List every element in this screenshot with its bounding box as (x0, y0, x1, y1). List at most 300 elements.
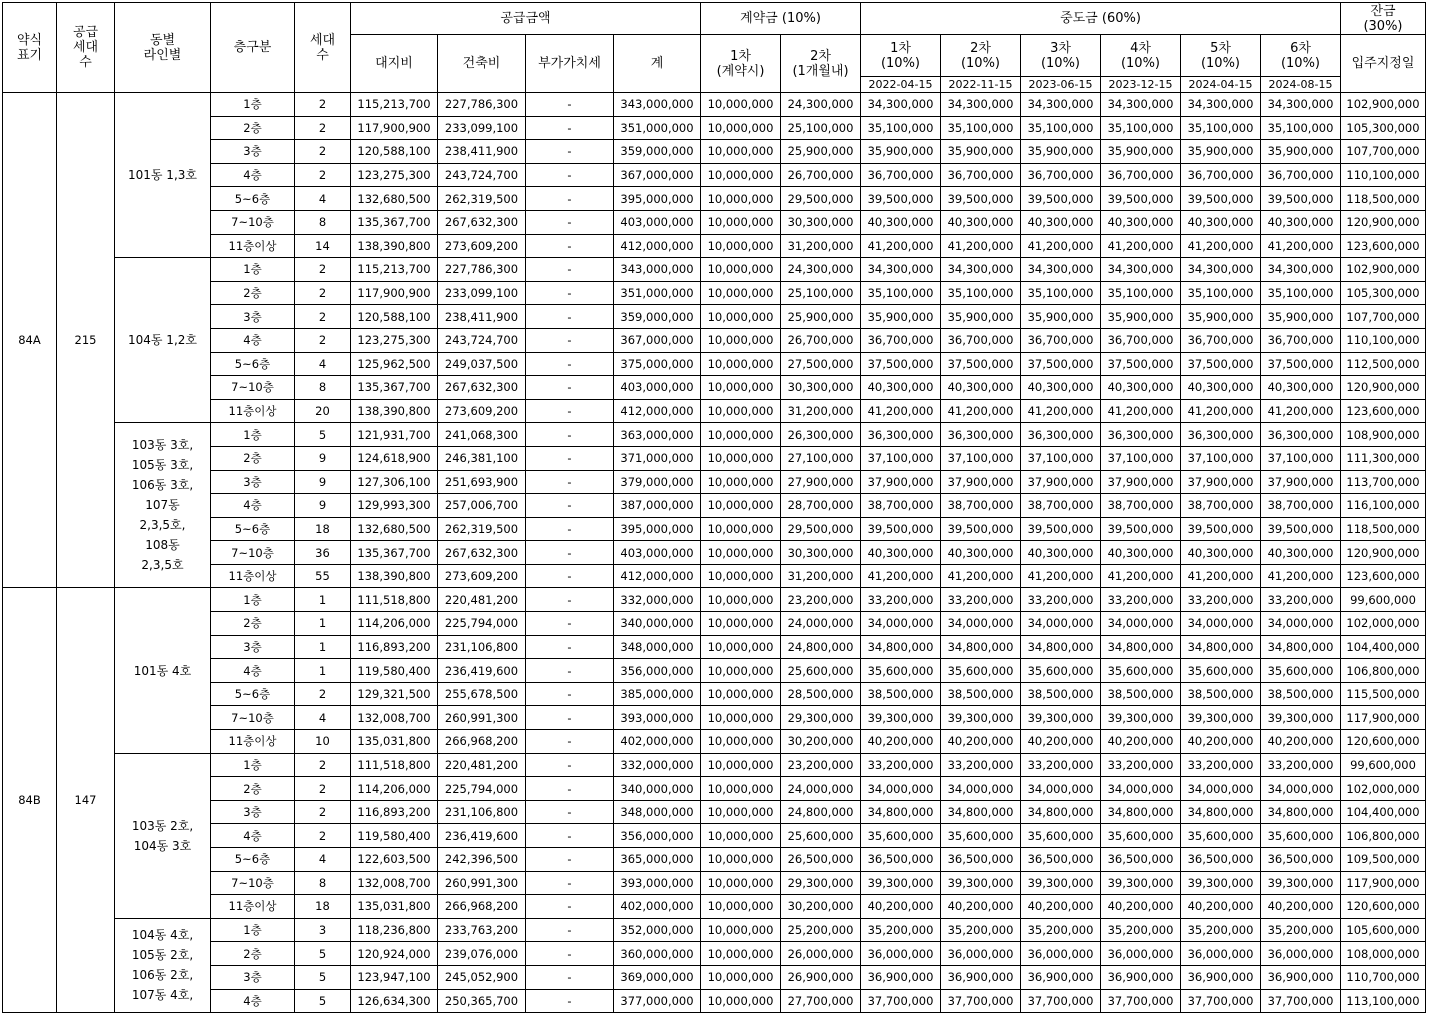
cell-building-cost: 273,609,200 (438, 564, 526, 588)
cell-floor: 5~6층 (211, 517, 295, 541)
header-interim-4: 4차 (10%) (1101, 35, 1181, 77)
cell-land-cost: 132,008,700 (351, 871, 438, 895)
cell-interim-4: 39,300,000 (1101, 706, 1181, 730)
cell-interim-6: 34,800,000 (1261, 800, 1341, 824)
cell-building-cost: 227,786,300 (438, 258, 526, 282)
cell-interim-4: 34,000,000 (1101, 612, 1181, 636)
header-interim-date-2: 2022-11-15 (941, 77, 1021, 93)
cell-building-cost: 273,609,200 (438, 399, 526, 423)
table-row (3, 848, 1426, 872)
cell-balance: 120,900,000 (1341, 210, 1426, 234)
cell-interim-1: 36,700,000 (861, 163, 941, 187)
table-row (3, 682, 1426, 706)
cell-total: 403,000,000 (614, 376, 701, 400)
cell-land-cost: 120,588,100 (351, 140, 438, 164)
cell-deposit-2: 26,000,000 (781, 942, 861, 966)
cell-interim-4: 36,000,000 (1101, 942, 1181, 966)
cell-deposit-1: 10,000,000 (701, 753, 781, 777)
cell-total: 367,000,000 (614, 163, 701, 187)
cell-deposit-2: 27,700,000 (781, 989, 861, 1013)
cell-balance: 113,100,000 (1341, 989, 1426, 1013)
cell-floor: 11층이상 (211, 234, 295, 258)
cell-interim-3: 34,300,000 (1021, 93, 1101, 117)
cell-floor: 3층 (211, 635, 295, 659)
cell-units: 1 (295, 659, 351, 683)
cell-land-cost: 138,390,800 (351, 399, 438, 423)
cell-units: 2 (295, 93, 351, 117)
cell-interim-2: 40,200,000 (941, 730, 1021, 754)
table-row (3, 824, 1426, 848)
cell-interim-5: 34,000,000 (1181, 777, 1261, 801)
building-line-label: 101동 4호 (115, 588, 211, 753)
cell-balance: 110,100,000 (1341, 328, 1426, 352)
cell-floor: 7~10층 (211, 541, 295, 565)
cell-building-cost: 243,724,700 (438, 328, 526, 352)
cell-balance: 113,700,000 (1341, 470, 1426, 494)
header-deposit-1: 1차 (계약시) (701, 35, 781, 93)
cell-interim-5: 38,700,000 (1181, 494, 1261, 518)
building-line-label: 104동 4호, 105동 2호, 106동 2호, 107동 4호, (115, 918, 211, 1012)
cell-interim-6: 40,300,000 (1261, 376, 1341, 400)
cell-vat: - (526, 871, 614, 895)
cell-deposit-1: 10,000,000 (701, 399, 781, 423)
cell-deposit-2: 27,900,000 (781, 470, 861, 494)
cell-building-cost: 225,794,000 (438, 612, 526, 636)
cell-interim-6: 33,200,000 (1261, 753, 1341, 777)
cell-interim-5: 35,900,000 (1181, 140, 1261, 164)
cell-interim-2: 34,000,000 (941, 612, 1021, 636)
cell-total: 403,000,000 (614, 210, 701, 234)
cell-interim-5: 41,200,000 (1181, 399, 1261, 423)
cell-interim-4: 40,200,000 (1101, 895, 1181, 919)
table-row (3, 399, 1426, 423)
supply-units: 147 (57, 588, 115, 1013)
cell-interim-4: 40,300,000 (1101, 210, 1181, 234)
cell-interim-5: 40,200,000 (1181, 895, 1261, 919)
cell-land-cost: 119,580,400 (351, 824, 438, 848)
cell-total: 402,000,000 (614, 895, 701, 919)
cell-floor: 1층 (211, 258, 295, 282)
table-row (3, 210, 1426, 234)
cell-interim-3: 34,800,000 (1021, 635, 1101, 659)
cell-interim-4: 39,500,000 (1101, 187, 1181, 211)
supply-units: 215 (57, 93, 115, 588)
header-balance: 잔금 (30%) (1341, 3, 1426, 35)
cell-floor: 11층이상 (211, 399, 295, 423)
cell-interim-6: 35,900,000 (1261, 140, 1341, 164)
cell-interim-5: 34,300,000 (1181, 93, 1261, 117)
cell-interim-1: 37,500,000 (861, 352, 941, 376)
cell-vat: - (526, 777, 614, 801)
cell-vat: - (526, 989, 614, 1013)
cell-interim-5: 36,900,000 (1181, 965, 1261, 989)
cell-units: 2 (295, 682, 351, 706)
header-interim-1: 1차 (10%) (861, 35, 941, 77)
cell-interim-4: 33,200,000 (1101, 753, 1181, 777)
cell-interim-5: 35,600,000 (1181, 659, 1261, 683)
cell-interim-2: 33,200,000 (941, 753, 1021, 777)
table-row (3, 494, 1426, 518)
header-supply-units: 공급 세대 수 (57, 3, 115, 93)
header-supply-amount: 공급금액 (351, 3, 701, 35)
cell-interim-2: 33,200,000 (941, 588, 1021, 612)
cell-interim-6: 41,200,000 (1261, 399, 1341, 423)
cell-building-cost: 239,076,000 (438, 942, 526, 966)
cell-interim-1: 35,600,000 (861, 824, 941, 848)
cell-deposit-2: 30,200,000 (781, 895, 861, 919)
cell-interim-2: 40,300,000 (941, 210, 1021, 234)
cell-building-cost: 243,724,700 (438, 163, 526, 187)
cell-interim-6: 35,600,000 (1261, 659, 1341, 683)
cell-interim-6: 35,200,000 (1261, 918, 1341, 942)
cell-interim-3: 40,200,000 (1021, 730, 1101, 754)
cell-total: 359,000,000 (614, 140, 701, 164)
cell-land-cost: 119,580,400 (351, 659, 438, 683)
cell-interim-1: 36,300,000 (861, 423, 941, 447)
cell-building-cost: 233,099,100 (438, 116, 526, 140)
cell-vat: - (526, 612, 614, 636)
cell-interim-3: 34,000,000 (1021, 777, 1101, 801)
cell-floor: 3층 (211, 305, 295, 329)
cell-interim-4: 40,300,000 (1101, 541, 1181, 565)
cell-total: 393,000,000 (614, 706, 701, 730)
cell-total: 387,000,000 (614, 494, 701, 518)
table-row (3, 800, 1426, 824)
cell-interim-3: 33,200,000 (1021, 753, 1101, 777)
cell-total: 332,000,000 (614, 588, 701, 612)
cell-total: 385,000,000 (614, 682, 701, 706)
cell-interim-1: 40,300,000 (861, 376, 941, 400)
cell-land-cost: 127,306,100 (351, 470, 438, 494)
cell-floor: 1층 (211, 93, 295, 117)
cell-interim-2: 40,200,000 (941, 895, 1021, 919)
cell-interim-4: 35,200,000 (1101, 918, 1181, 942)
cell-interim-4: 35,100,000 (1101, 116, 1181, 140)
cell-interim-4: 37,900,000 (1101, 470, 1181, 494)
building-line-label: 103동 2호, 104동 3호 (115, 753, 211, 918)
cell-total: 352,000,000 (614, 918, 701, 942)
cell-interim-4: 34,300,000 (1101, 93, 1181, 117)
cell-balance: 102,900,000 (1341, 258, 1426, 282)
cell-deposit-1: 10,000,000 (701, 210, 781, 234)
cell-interim-6: 37,100,000 (1261, 446, 1341, 470)
cell-balance: 118,500,000 (1341, 517, 1426, 541)
cell-interim-4: 34,800,000 (1101, 800, 1181, 824)
cell-vat: - (526, 753, 614, 777)
table-row (3, 116, 1426, 140)
cell-units: 2 (295, 116, 351, 140)
cell-interim-5: 34,300,000 (1181, 258, 1261, 282)
cell-total: 363,000,000 (614, 423, 701, 447)
cell-interim-2: 39,300,000 (941, 706, 1021, 730)
cell-interim-4: 34,000,000 (1101, 777, 1181, 801)
cell-vat: - (526, 942, 614, 966)
cell-total: 348,000,000 (614, 800, 701, 824)
cell-interim-6: 35,900,000 (1261, 305, 1341, 329)
table-row (3, 423, 1426, 447)
table-row (3, 163, 1426, 187)
cell-interim-5: 36,300,000 (1181, 423, 1261, 447)
cell-total: 343,000,000 (614, 258, 701, 282)
cell-building-cost: 236,419,600 (438, 659, 526, 683)
cell-units: 2 (295, 800, 351, 824)
cell-balance: 109,500,000 (1341, 848, 1426, 872)
cell-interim-4: 37,700,000 (1101, 989, 1181, 1013)
cell-building-cost: 267,632,300 (438, 376, 526, 400)
cell-deposit-1: 10,000,000 (701, 848, 781, 872)
cell-land-cost: 129,993,300 (351, 494, 438, 518)
cell-deposit-2: 31,200,000 (781, 399, 861, 423)
cell-units: 2 (295, 777, 351, 801)
cell-interim-1: 36,500,000 (861, 848, 941, 872)
cell-interim-4: 41,200,000 (1101, 564, 1181, 588)
cell-interim-3: 36,900,000 (1021, 965, 1101, 989)
cell-building-cost: 233,099,100 (438, 281, 526, 305)
cell-interim-6: 40,300,000 (1261, 541, 1341, 565)
cell-land-cost: 135,031,800 (351, 895, 438, 919)
cell-interim-2: 39,300,000 (941, 871, 1021, 895)
table-row (3, 965, 1426, 989)
cell-deposit-1: 10,000,000 (701, 423, 781, 447)
cell-interim-2: 34,300,000 (941, 258, 1021, 282)
cell-total: 395,000,000 (614, 187, 701, 211)
cell-floor: 7~10층 (211, 706, 295, 730)
cell-building-cost: 250,365,700 (438, 989, 526, 1013)
cell-balance: 99,600,000 (1341, 588, 1426, 612)
cell-interim-5: 37,500,000 (1181, 352, 1261, 376)
cell-balance: 108,000,000 (1341, 942, 1426, 966)
table-row (3, 871, 1426, 895)
cell-interim-3: 39,300,000 (1021, 871, 1101, 895)
cell-interim-5: 41,200,000 (1181, 234, 1261, 258)
cell-building-cost: 236,419,600 (438, 824, 526, 848)
cell-interim-6: 36,500,000 (1261, 848, 1341, 872)
cell-units: 5 (295, 965, 351, 989)
cell-floor: 2층 (211, 116, 295, 140)
cell-units: 55 (295, 564, 351, 588)
cell-total: 403,000,000 (614, 541, 701, 565)
cell-land-cost: 125,962,500 (351, 352, 438, 376)
cell-interim-2: 34,800,000 (941, 635, 1021, 659)
cell-interim-2: 37,900,000 (941, 470, 1021, 494)
cell-deposit-1: 10,000,000 (701, 895, 781, 919)
header-vat: 부가가치세 (526, 35, 614, 93)
cell-interim-2: 34,000,000 (941, 777, 1021, 801)
cell-interim-6: 35,600,000 (1261, 824, 1341, 848)
cell-vat: - (526, 399, 614, 423)
header-balance-sub: 입주지정일 (1341, 35, 1426, 93)
table-row (3, 470, 1426, 494)
cell-interim-2: 37,700,000 (941, 989, 1021, 1013)
cell-deposit-2: 27,100,000 (781, 446, 861, 470)
cell-interim-4: 35,600,000 (1101, 659, 1181, 683)
cell-interim-1: 37,100,000 (861, 446, 941, 470)
cell-interim-3: 36,000,000 (1021, 942, 1101, 966)
cell-interim-2: 36,000,000 (941, 942, 1021, 966)
cell-interim-2: 41,200,000 (941, 399, 1021, 423)
cell-interim-2: 35,900,000 (941, 305, 1021, 329)
cell-interim-5: 35,100,000 (1181, 116, 1261, 140)
cell-vat: - (526, 730, 614, 754)
cell-building-cost: 260,991,300 (438, 706, 526, 730)
header-units: 세대 수 (295, 3, 351, 93)
cell-units: 5 (295, 942, 351, 966)
cell-balance: 102,000,000 (1341, 777, 1426, 801)
cell-interim-2: 41,200,000 (941, 234, 1021, 258)
cell-interim-6: 37,500,000 (1261, 352, 1341, 376)
cell-land-cost: 123,947,100 (351, 965, 438, 989)
cell-floor: 2층 (211, 612, 295, 636)
cell-deposit-2: 24,800,000 (781, 635, 861, 659)
cell-total: 332,000,000 (614, 753, 701, 777)
cell-deposit-2: 24,300,000 (781, 258, 861, 282)
cell-interim-6: 38,500,000 (1261, 682, 1341, 706)
cell-balance: 111,300,000 (1341, 446, 1426, 470)
cell-land-cost: 135,367,700 (351, 376, 438, 400)
cell-interim-5: 36,700,000 (1181, 328, 1261, 352)
cell-balance: 105,300,000 (1341, 281, 1426, 305)
cell-balance: 108,900,000 (1341, 423, 1426, 447)
cell-interim-5: 35,600,000 (1181, 824, 1261, 848)
cell-total: 348,000,000 (614, 635, 701, 659)
cell-vat: - (526, 588, 614, 612)
cell-vat: - (526, 895, 614, 919)
cell-balance: 106,800,000 (1341, 824, 1426, 848)
cell-interim-3: 35,900,000 (1021, 305, 1101, 329)
table-row (3, 635, 1426, 659)
cell-deposit-2: 30,300,000 (781, 210, 861, 234)
cell-interim-4: 35,900,000 (1101, 305, 1181, 329)
cell-interim-3: 33,200,000 (1021, 588, 1101, 612)
cell-deposit-1: 10,000,000 (701, 730, 781, 754)
header-land: 대지비 (351, 35, 438, 93)
cell-interim-4: 34,300,000 (1101, 258, 1181, 282)
cell-building-cost: 262,319,500 (438, 187, 526, 211)
table-row (3, 517, 1426, 541)
cell-vat: - (526, 234, 614, 258)
cell-deposit-1: 10,000,000 (701, 588, 781, 612)
table-row (3, 93, 1426, 117)
cell-balance: 120,900,000 (1341, 376, 1426, 400)
cell-vat: - (526, 470, 614, 494)
cell-interim-3: 39,300,000 (1021, 706, 1101, 730)
cell-balance: 120,900,000 (1341, 541, 1426, 565)
cell-interim-4: 39,300,000 (1101, 871, 1181, 895)
cell-interim-3: 38,500,000 (1021, 682, 1101, 706)
table-row (3, 564, 1426, 588)
cell-interim-1: 37,900,000 (861, 470, 941, 494)
table-header (3, 3, 1426, 93)
cell-land-cost: 138,390,800 (351, 234, 438, 258)
cell-land-cost: 135,367,700 (351, 210, 438, 234)
cell-interim-1: 39,500,000 (861, 187, 941, 211)
cell-interim-1: 40,200,000 (861, 730, 941, 754)
cell-interim-3: 36,700,000 (1021, 328, 1101, 352)
cell-balance: 120,600,000 (1341, 895, 1426, 919)
cell-interim-2: 36,500,000 (941, 848, 1021, 872)
cell-interim-2: 35,600,000 (941, 824, 1021, 848)
cell-land-cost: 118,236,800 (351, 918, 438, 942)
cell-interim-4: 36,700,000 (1101, 328, 1181, 352)
cell-floor: 2층 (211, 281, 295, 305)
cell-building-cost: 267,632,300 (438, 541, 526, 565)
cell-interim-1: 40,300,000 (861, 210, 941, 234)
cell-interim-2: 40,300,000 (941, 376, 1021, 400)
cell-interim-2: 36,700,000 (941, 163, 1021, 187)
cell-deposit-1: 10,000,000 (701, 541, 781, 565)
cell-interim-2: 36,700,000 (941, 328, 1021, 352)
cell-floor: 1층 (211, 588, 295, 612)
cell-interim-2: 38,700,000 (941, 494, 1021, 518)
cell-interim-3: 41,200,000 (1021, 399, 1101, 423)
cell-interim-6: 39,300,000 (1261, 706, 1341, 730)
cell-interim-3: 35,900,000 (1021, 140, 1101, 164)
cell-deposit-1: 10,000,000 (701, 777, 781, 801)
cell-deposit-2: 24,000,000 (781, 612, 861, 636)
cell-interim-1: 33,200,000 (861, 588, 941, 612)
cell-building-cost: 225,794,000 (438, 777, 526, 801)
cell-interim-3: 40,300,000 (1021, 210, 1101, 234)
cell-floor: 4층 (211, 163, 295, 187)
cell-floor: 3층 (211, 470, 295, 494)
cell-interim-6: 34,000,000 (1261, 612, 1341, 636)
cell-vat: - (526, 187, 614, 211)
cell-vat: - (526, 706, 614, 730)
table-row (3, 541, 1426, 565)
cell-land-cost: 116,893,200 (351, 800, 438, 824)
cell-total: 412,000,000 (614, 399, 701, 423)
cell-interim-5: 35,900,000 (1181, 305, 1261, 329)
cell-interim-5: 35,200,000 (1181, 918, 1261, 942)
cell-total: 412,000,000 (614, 234, 701, 258)
cell-interim-4: 39,500,000 (1101, 517, 1181, 541)
cell-building-cost: 266,968,200 (438, 730, 526, 754)
table-row (3, 730, 1426, 754)
cell-land-cost: 126,634,300 (351, 989, 438, 1013)
cell-floor: 3층 (211, 140, 295, 164)
cell-interim-2: 35,100,000 (941, 116, 1021, 140)
cell-interim-3: 34,800,000 (1021, 800, 1101, 824)
cell-interim-1: 39,300,000 (861, 871, 941, 895)
cell-interim-2: 40,300,000 (941, 541, 1021, 565)
cell-floor: 11층이상 (211, 730, 295, 754)
table-row (3, 281, 1426, 305)
cell-balance: 104,400,000 (1341, 800, 1426, 824)
cell-building-cost: 255,678,500 (438, 682, 526, 706)
cell-floor: 4층 (211, 989, 295, 1013)
cell-interim-1: 41,200,000 (861, 399, 941, 423)
cell-land-cost: 117,900,900 (351, 116, 438, 140)
cell-land-cost: 111,518,800 (351, 753, 438, 777)
cell-interim-1: 34,000,000 (861, 777, 941, 801)
unit-type: 84B (3, 588, 57, 1013)
cell-interim-3: 35,600,000 (1021, 659, 1101, 683)
cell-interim-5: 36,500,000 (1181, 848, 1261, 872)
cell-floor: 2층 (211, 777, 295, 801)
cell-total: 395,000,000 (614, 517, 701, 541)
table-row (3, 305, 1426, 329)
cell-vat: - (526, 376, 614, 400)
cell-interim-5: 35,100,000 (1181, 281, 1261, 305)
cell-deposit-2: 27,500,000 (781, 352, 861, 376)
table-row (3, 352, 1426, 376)
cell-land-cost: 111,518,800 (351, 588, 438, 612)
cell-interim-1: 34,000,000 (861, 612, 941, 636)
cell-units: 18 (295, 895, 351, 919)
cell-interim-6: 39,300,000 (1261, 871, 1341, 895)
cell-vat: - (526, 305, 614, 329)
cell-deposit-1: 10,000,000 (701, 376, 781, 400)
